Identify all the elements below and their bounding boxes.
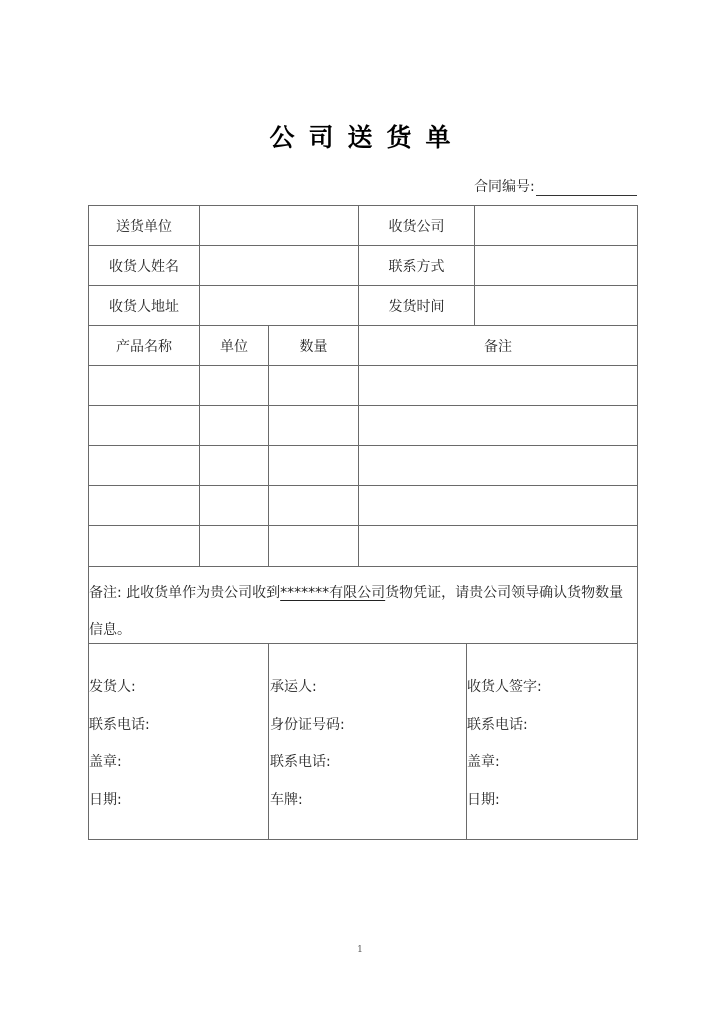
table-cell-product-name[interactable] — [89, 486, 199, 525]
carrier-phone-label: 联系电话: — [270, 754, 331, 770]
table-cell-unit[interactable] — [200, 486, 268, 525]
remark-suffix: 货物凭证，请贵公司领导确认货物数量 — [385, 585, 624, 601]
field-receiver-name[interactable] — [200, 246, 358, 285]
field-ship-time[interactable] — [475, 286, 637, 325]
carrier-id-number-label: 身份证号码: — [270, 716, 345, 733]
table-cell-remarks[interactable] — [359, 446, 637, 485]
table-cell-product-name[interactable] — [89, 406, 199, 445]
label-receiving-company: 收货公司 — [388, 218, 445, 235]
shipper-signature-block — [89, 677, 150, 827]
table-cell-quantity[interactable] — [269, 406, 358, 445]
table-cell-quantity[interactable] — [269, 486, 358, 525]
receiver-date-label: 日期: — [467, 791, 500, 808]
column-header-quantity: 数量 — [299, 338, 328, 355]
column-header-remarks: 备注 — [484, 338, 512, 355]
receiver-phone-label: 联系电话: — [467, 716, 528, 733]
receiver-seal-label: 盖章: — [467, 754, 500, 770]
label-receiver-address: 收货人地址 — [109, 298, 179, 315]
table-border-right — [637, 205, 638, 840]
field-receiver-address[interactable] — [200, 286, 358, 325]
table-cell-product-name[interactable] — [89, 526, 199, 566]
table-cell-unit[interactable] — [200, 446, 268, 485]
table-cell-unit[interactable] — [200, 526, 268, 566]
page-number: 1 — [357, 945, 363, 955]
table-border-bottom — [88, 839, 638, 840]
shipper-phone-label: 联系电话: — [89, 716, 150, 733]
label-shipping-unit: 送货单位 — [116, 218, 172, 235]
table-cell-unit[interactable] — [200, 366, 268, 405]
carrier-license-plate-label: 车牌: — [270, 791, 303, 808]
table-cell-quantity[interactable] — [269, 366, 358, 405]
column-header-unit: 单位 — [220, 338, 248, 355]
shipper-label: 发货人: — [89, 679, 136, 695]
table-cell-product-name[interactable] — [89, 366, 199, 405]
contract-number-label: 合同编号: — [474, 179, 535, 195]
shipper-date-label: 日期: — [89, 791, 122, 808]
label-contact-method: 联系方式 — [388, 258, 445, 275]
table-cell-unit[interactable] — [200, 406, 268, 445]
label-receiver-name: 收货人姓名 — [109, 258, 179, 275]
remark-prefix: 备注: 此收货单作为贵公司收到 — [89, 585, 281, 601]
col-divider — [268, 643, 269, 839]
table-cell-quantity[interactable] — [269, 526, 358, 566]
carrier-signature-block — [270, 677, 345, 827]
remark-company-name: *******有限公司 — [280, 585, 386, 601]
field-contact-method[interactable] — [475, 246, 637, 285]
table-cell-remarks[interactable] — [359, 486, 637, 525]
field-shipping-unit[interactable] — [200, 206, 358, 245]
table-cell-remarks[interactable] — [359, 526, 637, 566]
remark-line2: 信息。 — [89, 622, 131, 638]
receiver-signature-block — [467, 677, 542, 827]
table-cell-product-name[interactable] — [89, 446, 199, 485]
receiver-signature-label: 收货人签字: — [467, 679, 542, 695]
carrier-label: 承运人: — [270, 679, 317, 695]
row-divider — [88, 566, 638, 567]
column-header-product-name: 产品名称 — [116, 338, 172, 355]
shipper-seal-label: 盖章: — [89, 754, 122, 770]
table-cell-quantity[interactable] — [269, 446, 358, 485]
label-ship-time: 发货时间 — [388, 298, 445, 315]
page-title: 公司送货单 — [269, 123, 465, 152]
field-receiving-company[interactable] — [475, 206, 637, 245]
table-cell-remarks[interactable] — [359, 366, 637, 405]
remark-note — [89, 575, 639, 649]
table-cell-remarks[interactable] — [359, 406, 637, 445]
